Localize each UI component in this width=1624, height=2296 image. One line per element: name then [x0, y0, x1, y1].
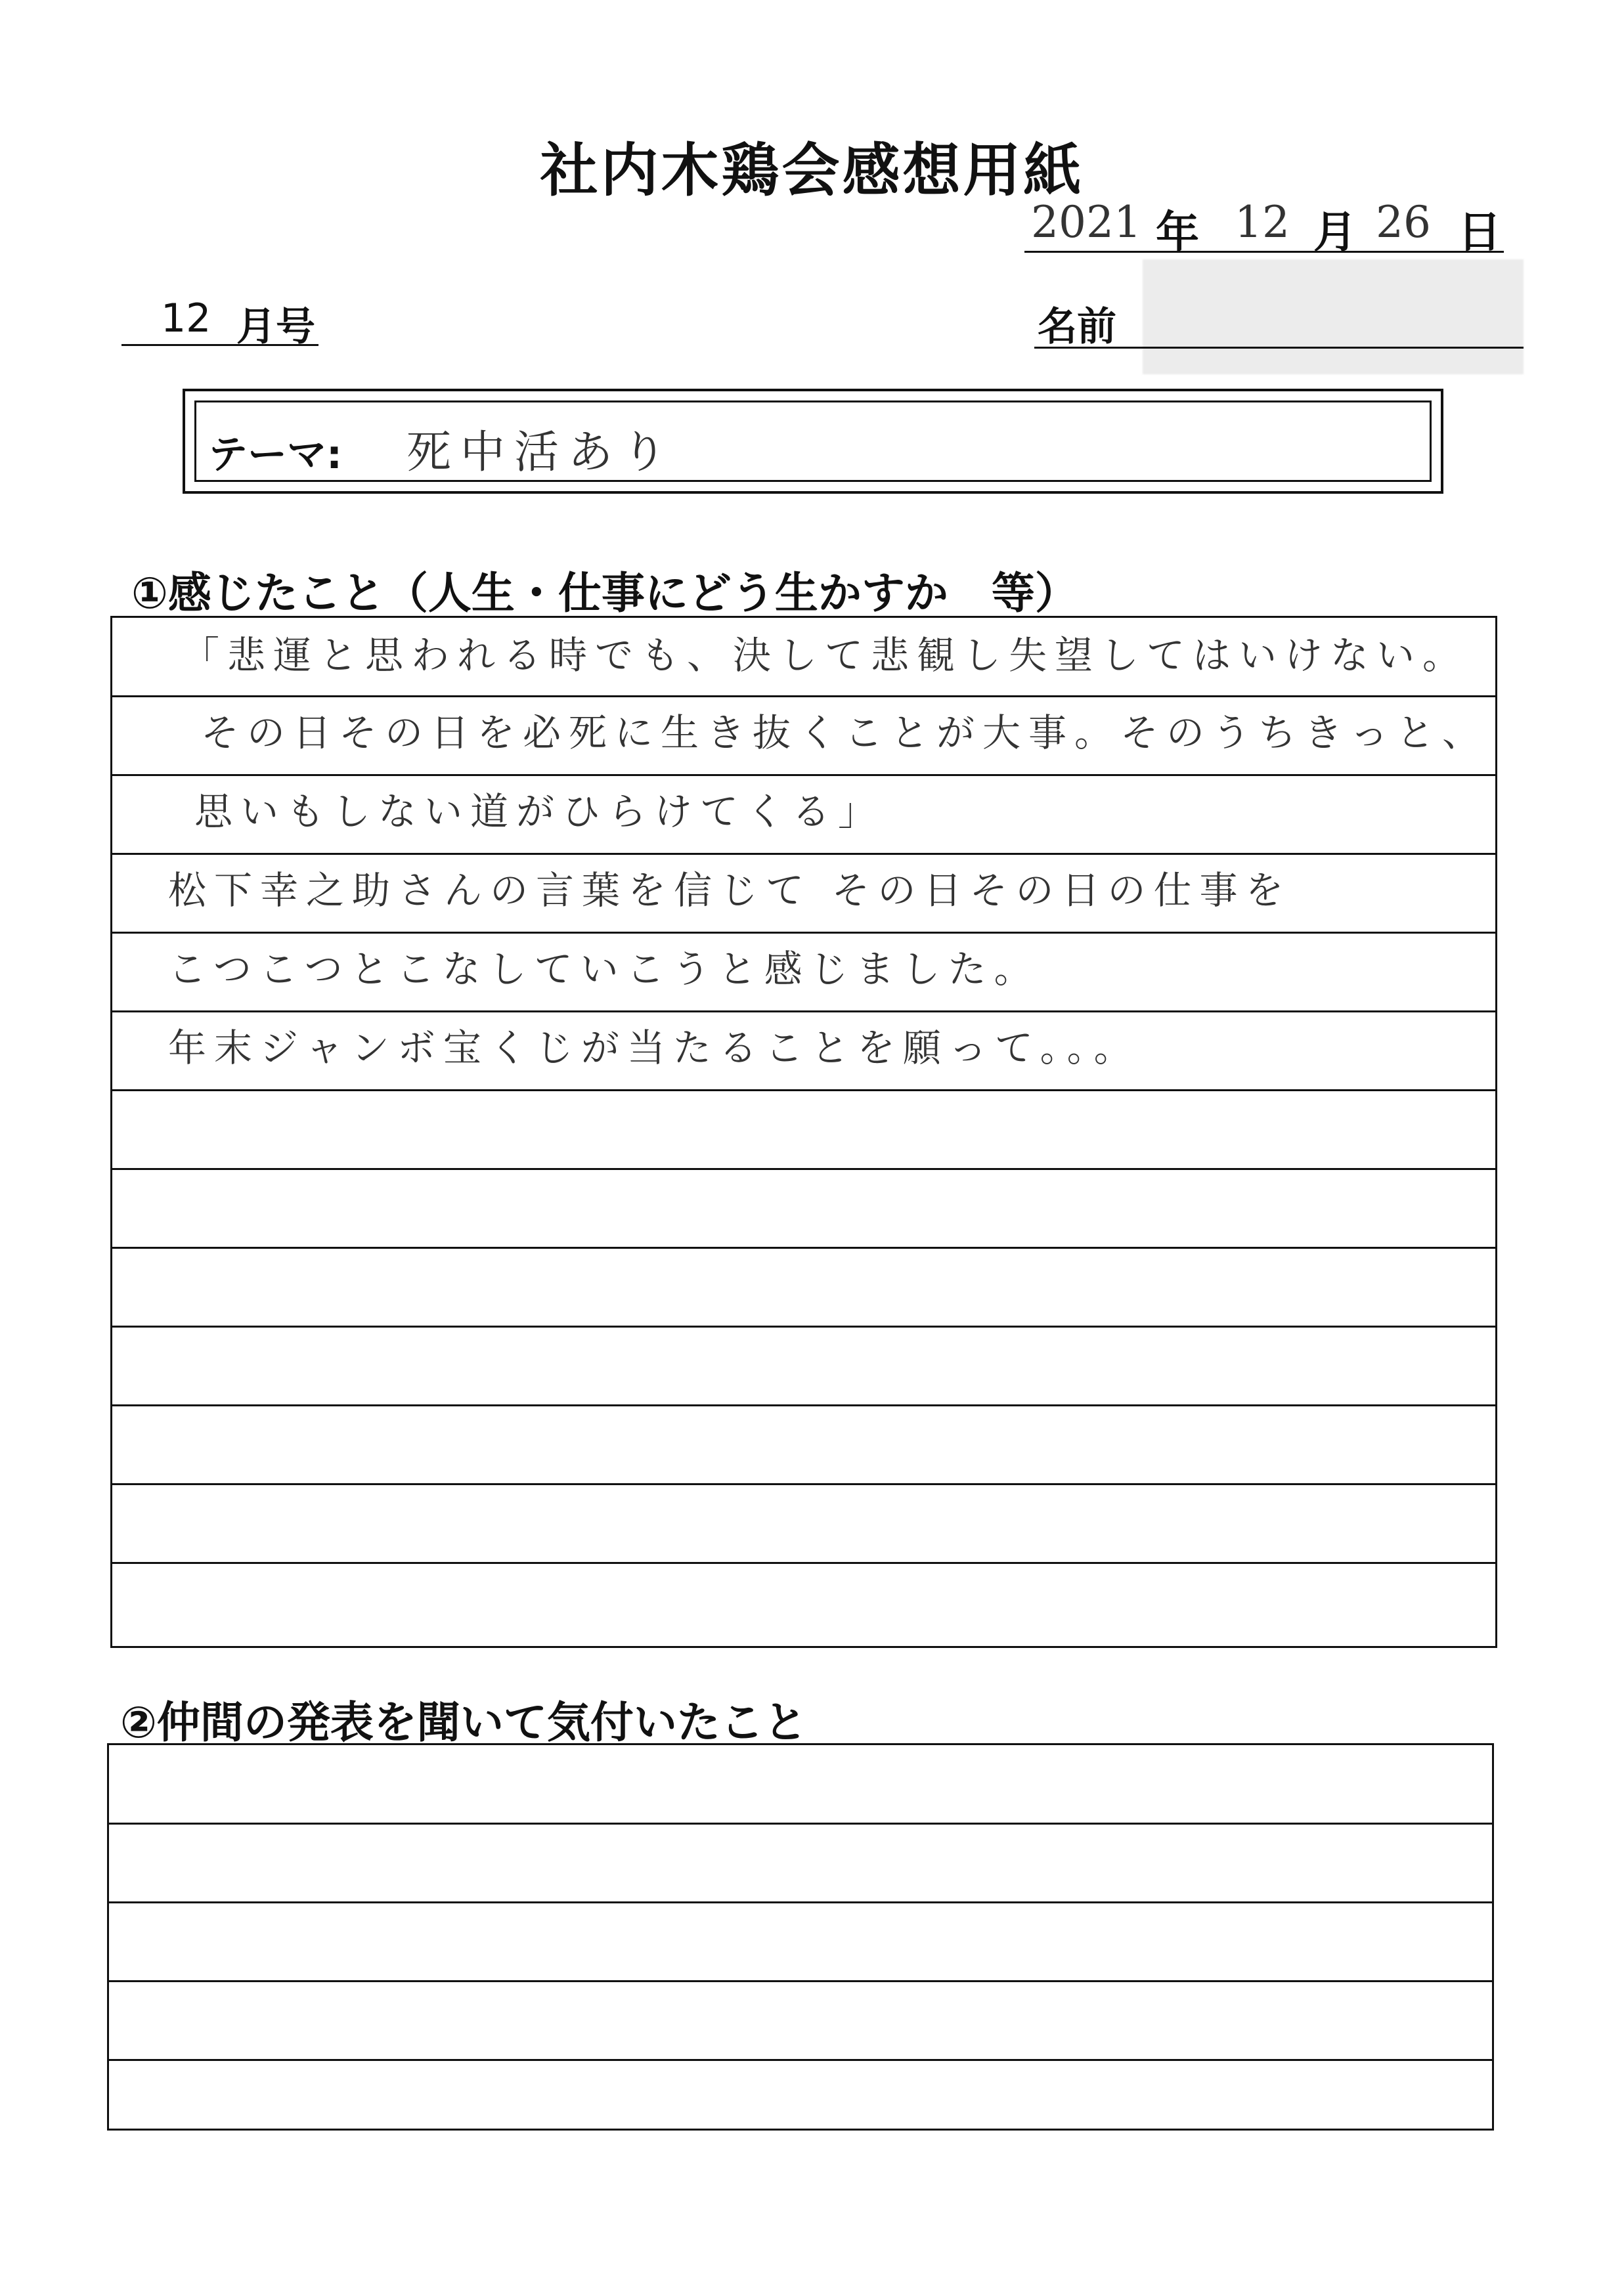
- theme-value[interactable]: 死中活あり: [406, 427, 676, 479]
- issue-field: [121, 295, 318, 348]
- date-year[interactable]: 2021: [1031, 197, 1141, 248]
- theme-box: [183, 389, 1443, 494]
- theme-label: テーマ:: [208, 432, 342, 478]
- form-title: 社内木鶏会感想用紙: [540, 137, 1084, 204]
- section1-box: [110, 616, 1497, 1648]
- section2-box: [107, 1743, 1494, 2131]
- name-redaction: [1143, 259, 1524, 374]
- section1-line-6[interactable]: 年末ジャンボ宝くじが当たることを願って。。。: [168, 1026, 1140, 1070]
- date-day[interactable]: 26: [1376, 197, 1431, 248]
- section2-title: ②仲間の発表を聞いて気付いたこと: [120, 1697, 807, 1748]
- year-label: 年: [1156, 207, 1199, 257]
- day-label: 日: [1458, 207, 1501, 257]
- date-month[interactable]: 12: [1235, 197, 1290, 248]
- name-label: 名前: [1038, 304, 1116, 350]
- section1-line-5[interactable]: こつこつとこなしていこうと感じました。: [168, 947, 1040, 991]
- issue-label: 月号: [236, 304, 315, 350]
- section1-line-3[interactable]: 思いもしない道がひらけてくる」: [194, 789, 885, 834]
- issue-month[interactable]: 12: [161, 295, 211, 341]
- month-label: 月: [1313, 207, 1357, 257]
- section1-line-1[interactable]: 「悲運と思われる時でも、決して悲観し失望してはいけない。: [181, 633, 1469, 678]
- section1-line-2[interactable]: その日その日を必死に生き抜くことが大事。そのうちきっと、: [201, 710, 1489, 755]
- date-row: [1024, 197, 1504, 256]
- section1-line-4[interactable]: 松下幸之助さんの言葉を信じて その日その日の仕事を: [168, 868, 1292, 913]
- section1-title: ①感じたこと（人生・仕事にどう生かすか 等）: [131, 568, 1078, 618]
